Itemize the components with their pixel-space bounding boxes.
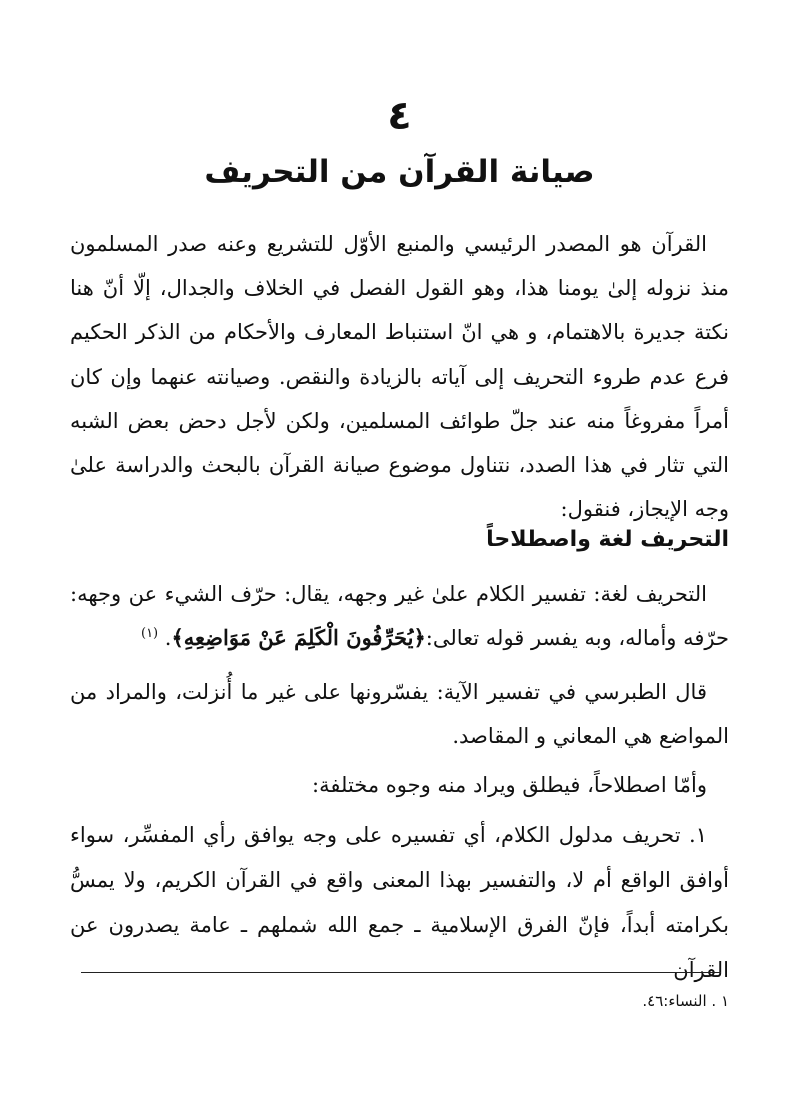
istilah-text: وأمّا اصطلاحاً، فيطلق ويراد منه وجوه مختلفة:	[312, 773, 707, 797]
definition-text: التحريف لغة: تفسير الكلام علىٰ غير وجهه، يقال: حرّف الشيء عن وجهه: حرّفه وأماله، وبه يفسر قوله تعالى:	[70, 582, 729, 650]
intro-paragraph	[70, 222, 729, 531]
istilah-paragraph	[70, 763, 729, 807]
footnote: ١ . النساء:٤٦.	[642, 992, 729, 1010]
definition-paragraph: التحريف لغة: تفسير الكلام علىٰ غير وجهه، يقال: حرّف الشيء عن وجهه: حرّفه وأماله، وبه يفسر قوله تعالى:﴿يُحَرِّفُونَ الْكَلِمَ عَنْ مَوَاضِعِهِ﴾. $^{(١)}$	[70, 582, 729, 650]
footnote-divider	[81, 972, 721, 973]
footnote-marker[interactable]: (١)	[140, 626, 159, 641]
tabarsi-paragraph	[70, 670, 729, 758]
list-item-1-text: ١. تحريف مدلول الكلام، أي تفسيره على وجه يوافق رأي المفسِّر، سواء أوافق الواقع أم لا، والتفسير بهذا المعنى واقع في القرآن الكريم، ولا يمسُّ بكرامته أبداً، فإنّ الفرق الإسلامية ـ جمع الله شملهم ـ عامة يصدرون عن القرآن	[70, 823, 729, 982]
tabarsi-text: قال الطبرسي في تفسير الآية: يفسّرونها على غير ما أُنزلت، والمراد من المواضع هي المعاني و المقاصد.	[70, 680, 729, 748]
list-item-1	[70, 813, 729, 993]
chapter-title: صيانة القرآن من التحريف	[204, 154, 595, 190]
section-heading: التحريف لغة واصطلاحاً	[486, 527, 729, 552]
intro-paragraph-text: القرآن هو المصدر الرئيسي والمنبع الأوّل للتشريع وعنه صدر المسلمون منذ نزوله إلىٰ يومنا هذا، وهو القول الفصل في الخلاف والجدال، إلّا أنّ هنا نكتة جديرة بالاهتمام، و هي انّ استنباط المعارف والأحكام من الذكر الحكيم فرع عدم طروء التحريف إلى آياته بالزيادة والنقص. وصيانته عنهما وإن كان أمراً مفروغاً منه عند جلّ طوائف المسلمين، ولكن لأجل دحض بعض الشبه التي تثار في هذا الصدد، نتناول موضوع صيانة القرآن بالبحث والدراسة علىٰ وجه الإيجاز، فنقول:	[70, 232, 729, 522]
chapter-number: ٤	[387, 93, 412, 139]
quran-verse: ﴿يُحَرِّفُونَ الْكَلِمَ عَنْ مَوَاضِعِهِ﴾	[171, 625, 426, 650]
